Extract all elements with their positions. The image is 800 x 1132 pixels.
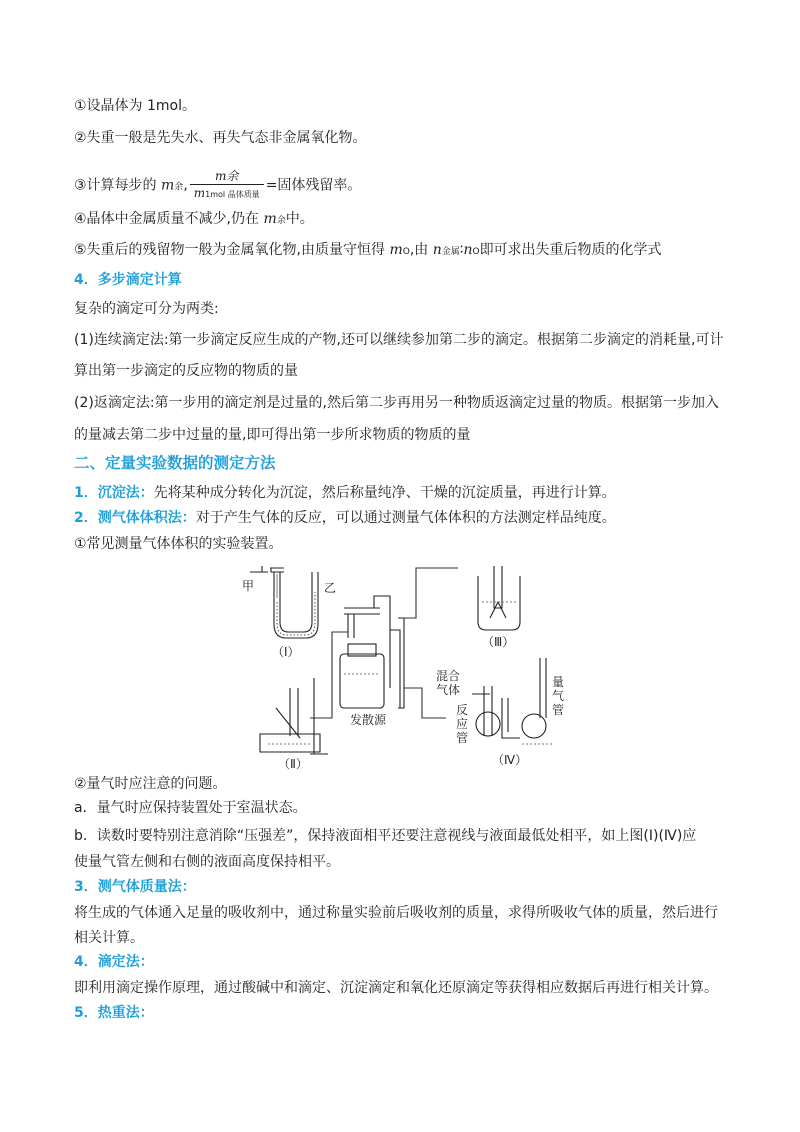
- method-4-label: 4．滴定法：: [74, 954, 154, 970]
- method-5-label: 5．热重法：: [74, 1005, 154, 1021]
- method-3-label: 3．测气体质量法：: [74, 879, 196, 895]
- apparatus-ii-stand: [260, 678, 328, 754]
- label-reaction-tube-1: 反: [456, 703, 469, 717]
- method-1: 1．沉淀法：先将某种成分转化为沉淀，然后称量纯净、干燥的沉淀质量，再进行计算。: [74, 485, 616, 501]
- method-2-sub1: ①常见测量气体体积的实验装置。: [74, 536, 283, 552]
- thermo-item-2: ②失重一般是先失水、再失气态非金属氧化物。: [74, 130, 367, 146]
- method-2-sub2: ②量气时应注意的问题。: [74, 776, 227, 792]
- label-apparatus-iv: （Ⅳ）: [492, 753, 528, 767]
- label-gas-tube-2: 气: [552, 689, 565, 703]
- apparatus-i-u-tube: [250, 566, 318, 638]
- residual-ratio-fraction: $\frac{\text{m余}}{\text{m1mol 晶体质量}}$: [190, 168, 264, 203]
- thermo-item-1: ①设晶体为 1mol。: [74, 98, 197, 114]
- label-reaction-tube-3: 管: [456, 731, 469, 745]
- label-apparatus-ii: （Ⅱ）: [278, 757, 308, 770]
- thermo-item-5: ⑤失重后的残留物一般为金属氧化物,由质量守恒得 mO,由 n金属∶nO即可求出失重后物质的化学式: [74, 242, 662, 258]
- method-3-line2: 相关计算。: [74, 930, 144, 946]
- label-gas-tube-3: 管: [552, 703, 565, 717]
- method-2: 2．测气体体积法：对于产生气体的反应，可以通过测量气体体积的方法测定样品纯度。: [74, 510, 616, 526]
- titration-p1-line1: (1)连续滴定法:第一步滴定反应生成的产物,还可以继续参加第二步的滴定。根据第二步滴定的消耗量,可计: [74, 332, 724, 348]
- titration-p2-line2: 的量减去第二步中过量的量,即可得出第一步所求物质的物质的量: [74, 427, 471, 443]
- label-mixed-gas-2: 气体: [436, 683, 461, 697]
- method-2-note-b-line1: b．读数时要特别注意消除“压强差”，保持液面相平还要注意视线与液面最低处相平，如上图(Ⅰ)(Ⅳ)应: [74, 828, 697, 844]
- section-title: 二、定量实验数据的测定方法: [74, 454, 276, 472]
- thermo-item-3: ③计算每步的 m余, $\frac{\text{m余}}{\text{m1mol 晶体质量}}$ =固体残留率。: [74, 168, 361, 203]
- label-source: 发散源: [350, 713, 387, 727]
- label-yi: 乙: [324, 581, 337, 595]
- apparatus-figure: [240, 558, 580, 770]
- titration-intro: 复杂的滴定可分为两类:: [74, 301, 219, 317]
- method-2-note-b-line2: 使量气管左侧和右侧的液面高度保持相平。: [74, 854, 340, 870]
- titration-p2-line1: (2)返滴定法:第一步用的滴定剂是过量的,然后第二步再用另一种物质返滴定过量的物质。根据第一步加入: [74, 395, 719, 411]
- label-apparatus-iii: （Ⅲ）: [482, 635, 515, 649]
- label-mixed-gas-1: 混合: [436, 669, 461, 683]
- method-4-text: 即利用滴定操作原理，通过酸碱中和滴定、沉淀滴定和氧化还原滴定等获得相应数据后再进行相关计算。: [74, 980, 718, 996]
- method-3-line1: 将生成的气体通入足量的吸收剂中，通过称量实验前后吸收剂的质量，求得所吸收气体的质量，然后进行: [74, 905, 718, 921]
- method-2-note-a: a．量气时应保持装置处于室温状态。: [74, 800, 307, 816]
- label-apparatus-i: （Ⅰ）: [272, 645, 300, 659]
- label-jia: 甲: [242, 579, 255, 593]
- gas-generator: [340, 596, 404, 708]
- apparatus-iii-beaker: [478, 566, 520, 630]
- label-gas-tube-1: 量: [552, 675, 565, 689]
- apparatus-iv-reaction: [472, 658, 552, 744]
- label-reaction-tube-2: 应: [456, 717, 469, 731]
- titration-p1-line2: 算出第一步滴定的反应物的物质的量: [74, 363, 298, 379]
- titration-heading: 4．多步滴定计算: [74, 272, 182, 288]
- thermo-item-4: ④晶体中金属质量不减少,仍在 m余中。: [74, 211, 314, 227]
